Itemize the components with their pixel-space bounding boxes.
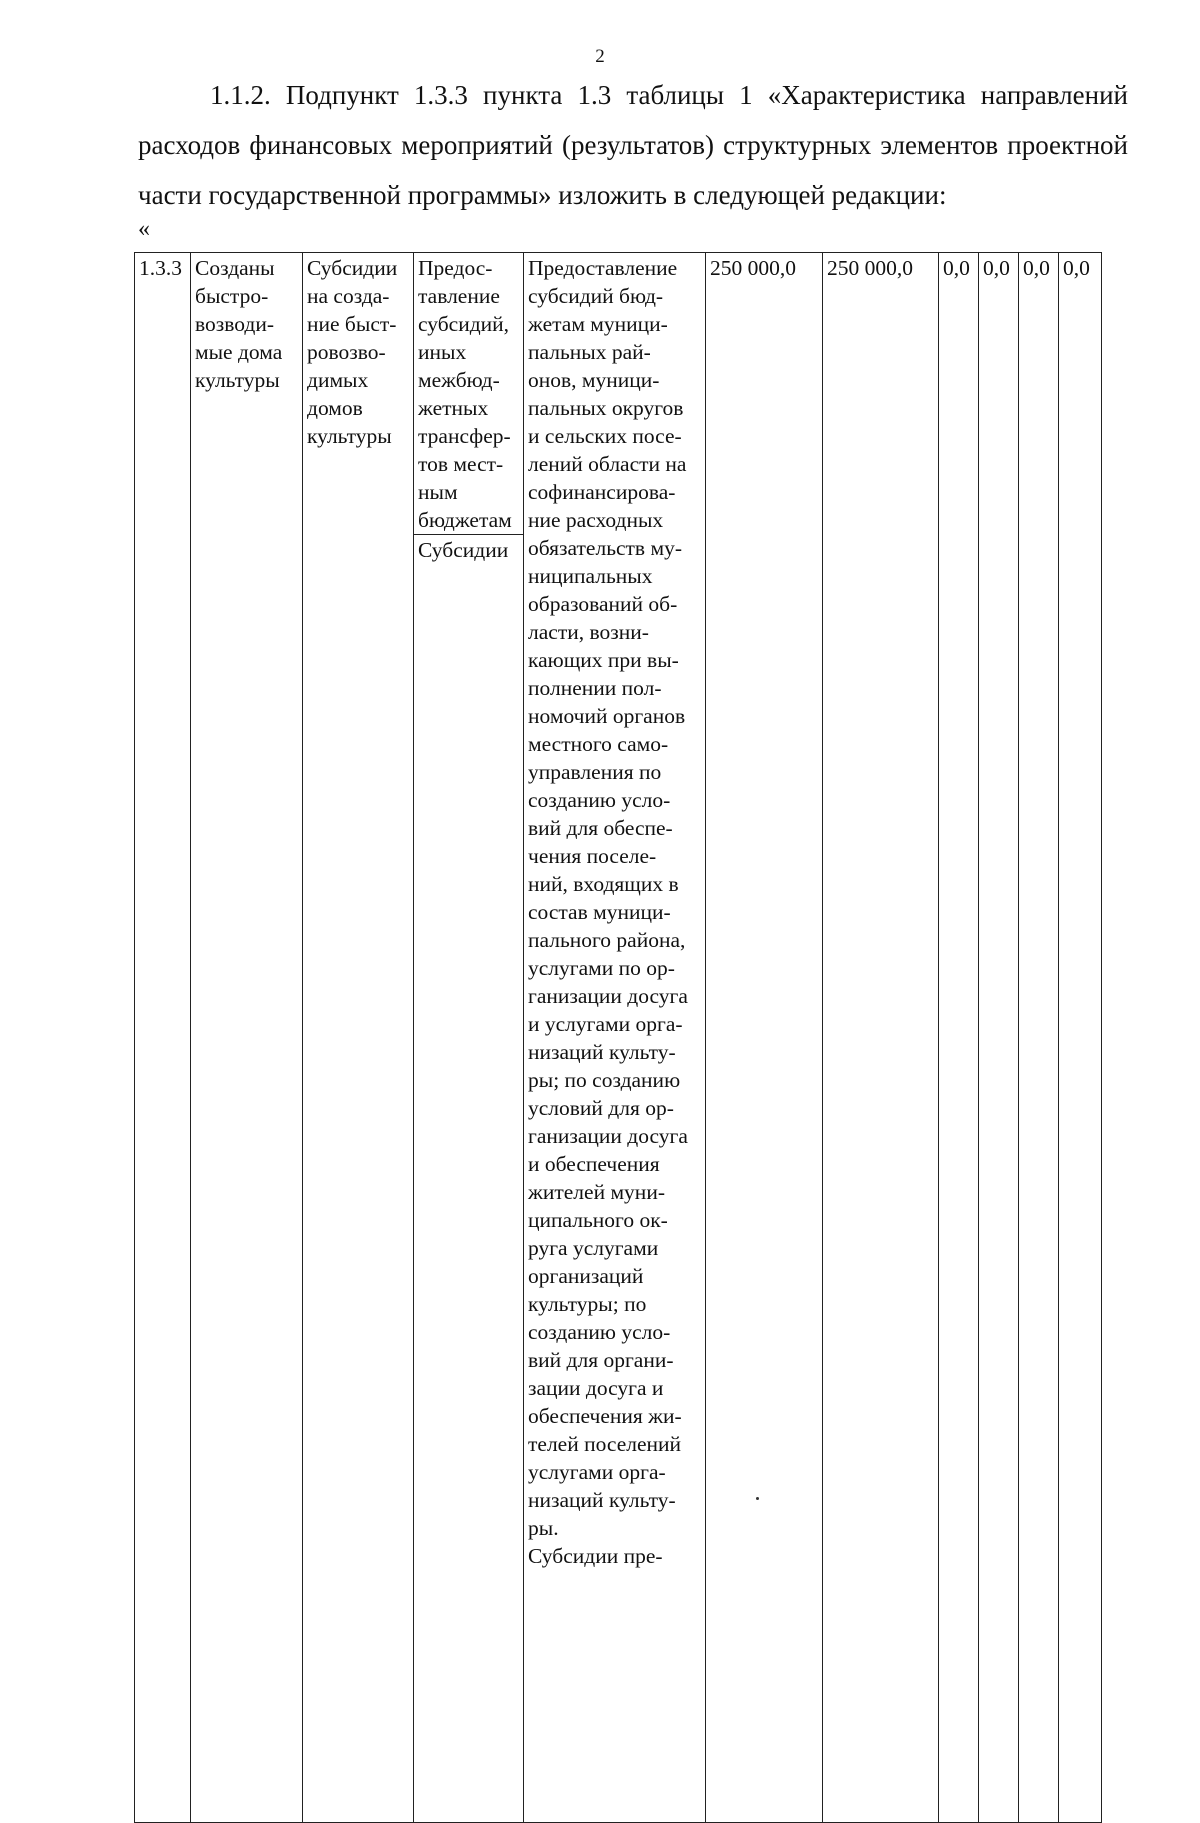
cell-direction: Субсидии на созда- ние быст- ровозво- димых домов культуры [303, 253, 414, 1823]
cell-number: 1.3.3 [135, 253, 191, 1823]
opening-quote-mark: « [138, 216, 150, 242]
cell-value-6: 0,0 [1059, 253, 1102, 1823]
cell-kind-bottom: Субсидии [414, 535, 524, 1823]
expenditure-table [134, 252, 1102, 1823]
scan-speck [756, 1497, 759, 1500]
cell-value-2: 250 000,0 [823, 253, 939, 1823]
cell-value-3: 0,0 [939, 253, 979, 1823]
cell-description: Предоставление субсидий бюд- жетам муници- пальных рай- онов, муници- пальных округов и сельских посе- лений области на софинансирова- ние расходных обязательств му- ниципальных образований об- ласти, возни- кающих при вы- полнении пол- номочий органов местного само- управления по созданию усло- вий для обеспе- чения поселе- ний, входящих в состав муници- пального района, услугами по ор- ганизации досуга и услугами орга- низаций культу- ры; по созданию условий для ор- ганизации досуга и обеспечения жителей муни- ципального ок- руга услугами организаций культуры; по созданию усло- вий для органи- зации досуга и обеспечения жи- телей поселений услугами орга- низаций культу- ры. Субсидии пре- [524, 253, 706, 1823]
cell-value-5: 0,0 [1019, 253, 1059, 1823]
table-row-top [135, 253, 1102, 535]
intro-paragraph: 1.1.2. Подпункт 1.3.3 пункта 1.3 таблицы 1 «Характеристика направлений расходов финансовых мероприятий (результатов) структурных элементов проектной части государственной программы» изложить в следующей редакции: [138, 80, 1128, 210]
cell-kind-top: Предос- тавление субсидий, иных межбюд- жетных трансфер- тов мест- ным бюджетам [414, 253, 524, 535]
cell-value-1: 250 000,0 [706, 253, 823, 1823]
cell-result-name: Созданы быстро- возводи- мые дома культуры [191, 253, 303, 1823]
cell-value-4: 0,0 [979, 253, 1019, 1823]
page-number: 2 [595, 46, 605, 67]
